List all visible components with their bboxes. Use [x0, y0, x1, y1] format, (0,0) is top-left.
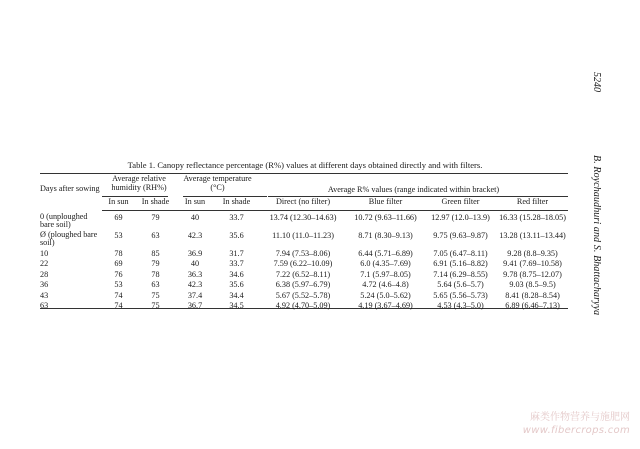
rh-sun-cell: 53	[114, 280, 123, 289]
rh-group-header: Average relative humidity (RH%)	[111, 174, 167, 192]
days-cell: Ø (ploughed bare soil)	[40, 229, 98, 247]
green-cell: 4.53 (4.3–5.0)	[437, 301, 484, 310]
blue-cell: 5.24 (5.0–5.62)	[360, 290, 411, 300]
rh-sun-cell: 69	[114, 259, 123, 268]
red-cell: 13.28 (13.11–13.44)	[499, 230, 566, 240]
days-cell: 43	[40, 290, 49, 300]
rh-shade-cell: 79	[151, 259, 160, 268]
direct-cell: 7.22 (6.52–8.11)	[275, 269, 331, 279]
rh-shade-cell: 79	[151, 212, 160, 222]
rh-shade-header: In shade	[141, 197, 170, 206]
table-row	[40, 248, 568, 259]
reflectance-table	[40, 175, 568, 311]
temp-shade-cell: 35.6	[229, 230, 244, 240]
red-cell: 16.33 (15.28–18.05)	[499, 212, 566, 222]
group-header-row	[40, 175, 568, 194]
table-row	[40, 279, 568, 290]
red-cell: 9.03 (8.5–9.5)	[509, 280, 556, 289]
temp-shade-cell: 34.4	[229, 290, 244, 300]
temp-sun-cell: 42.3	[187, 280, 203, 289]
rh-sun-cell: 53	[114, 230, 123, 240]
temp-sun-cell: 36.9	[187, 248, 203, 258]
temp-sun-cell: 36.3	[187, 269, 203, 279]
rh-shade-cell: 85	[151, 248, 160, 258]
days-cell: 36	[40, 280, 49, 289]
rh-shade-cell: 63	[151, 230, 160, 240]
days-cell: 28	[40, 269, 49, 279]
red-cell: 8.41 (8.28–8.54)	[505, 290, 560, 300]
temp-shade-cell: 34.6	[229, 269, 244, 279]
green-cell: 5.64 (5.6–5.7)	[437, 280, 484, 289]
rh-shade-cell: 78	[151, 269, 160, 279]
days-header: Days after sowing	[40, 184, 100, 193]
temp-sun-cell: 37.4	[187, 290, 203, 300]
direct-cell: 4.92 (4.70–5.09)	[275, 301, 331, 310]
temp-shade-cell: 33.7	[229, 212, 244, 222]
rh-sun-cell: 76	[114, 269, 123, 279]
blue-cell: 4.72 (4.6–4.8)	[362, 280, 409, 289]
table-row	[40, 258, 568, 269]
blue-cell: 4.19 (3.67–4.69)	[358, 301, 413, 310]
page-number: 5240	[591, 72, 602, 92]
rh-shade-cell: 63	[151, 280, 160, 289]
temp-sun-cell: 42.3	[187, 230, 203, 240]
rh-sun-cell: 69	[114, 212, 123, 222]
temp-sun-cell: 36.7	[187, 301, 203, 310]
blue-cell: 10.72 (9.63–11.66)	[354, 212, 417, 222]
blue-cell: 6.44 (5.71–6.89)	[358, 248, 413, 258]
running-head: B. Roychaudhuri and S. Bhattacharyya	[591, 155, 602, 316]
table-row	[40, 290, 568, 301]
avg-group-header: Average R% values (range indicated within bracket)	[327, 185, 500, 194]
days-cell: 0 (unploughed bare soil)	[40, 211, 88, 229]
temp-shade-cell: 31.7	[229, 248, 244, 258]
watermark-cn: 麻类作物营养与施肥网	[530, 412, 630, 423]
direct-cell: 13.74 (12.30–14.63)	[269, 212, 337, 222]
rh-sun-header: In sun	[108, 197, 129, 206]
watermark-url: www.fibercrops.com	[522, 425, 630, 436]
blue-cell: 7.1 (5.97–8.05)	[360, 269, 411, 279]
red-cell: 9.28 (8.8–9.35)	[507, 248, 558, 258]
days-cell: 22	[40, 259, 49, 268]
red-cell: 9.78 (8.75–12.07)	[503, 269, 562, 279]
direct-header: Direct (no filter)	[275, 197, 331, 206]
rh-sun-cell: 78	[114, 248, 123, 258]
blue-header: Blue filter	[368, 197, 403, 206]
temp-group-header: Average temperature (°C)	[183, 174, 252, 192]
temp-shade-cell: 33.7	[229, 259, 244, 268]
green-cell: 12.97 (12.0–13.9)	[431, 212, 490, 222]
green-cell: 5.65 (5.56–5.73)	[433, 290, 488, 300]
table-caption: Table 1. Canopy reflectance percentage (R%) values at different days obtained directly and with filters.	[127, 160, 483, 170]
sub-header-row	[40, 194, 568, 210]
table-row	[40, 300, 568, 311]
rh-shade-cell: 75	[151, 290, 160, 300]
red-header: Red filter	[516, 197, 549, 206]
temp-sun-header: In sun	[184, 197, 206, 206]
temp-shade-header: In shade	[222, 197, 251, 206]
blue-cell: 6.0 (4.35–7.69)	[360, 259, 411, 268]
temp-shade-cell: 34.5	[229, 301, 244, 310]
direct-cell: 5.67 (5.52–5.78)	[275, 290, 331, 300]
direct-cell: 7.94 (7.53–8.06)	[275, 248, 331, 258]
table-row	[40, 210, 568, 230]
blue-cell: 8.71 (8.30–9.13)	[358, 230, 413, 240]
direct-cell: 7.59 (6.22–10.09)	[273, 259, 333, 268]
green-cell: 7.14 (6.29–8.55)	[433, 269, 488, 279]
green-cell: 6.91 (5.16–8.82)	[433, 259, 488, 268]
rh-sun-cell: 74	[114, 290, 123, 300]
days-cell: 10	[40, 248, 49, 258]
direct-cell: 6.38 (5.97–6.79)	[275, 280, 331, 289]
green-cell: 9.75 (9.63–9.87)	[433, 230, 488, 240]
rh-shade-cell: 75	[151, 301, 160, 310]
table-row	[40, 230, 568, 248]
red-cell: 6.89 (6.46–7.13)	[505, 301, 560, 310]
green-cell: 7.05 (6.47–8.11)	[433, 248, 488, 258]
red-cell: 9.41 (7.69–10.58)	[503, 259, 562, 268]
temp-sun-cell: 40	[190, 259, 200, 268]
green-header: Green filter	[441, 197, 480, 206]
rh-sun-cell: 74	[114, 301, 123, 310]
days-cell: 63	[40, 301, 49, 310]
temp-sun-cell: 40	[190, 212, 200, 222]
table-row	[40, 269, 568, 280]
watermark	[523, 411, 630, 437]
temp-shade-cell: 35.6	[229, 280, 244, 289]
direct-cell: 11.10 (11.0–11.23)	[272, 230, 334, 240]
